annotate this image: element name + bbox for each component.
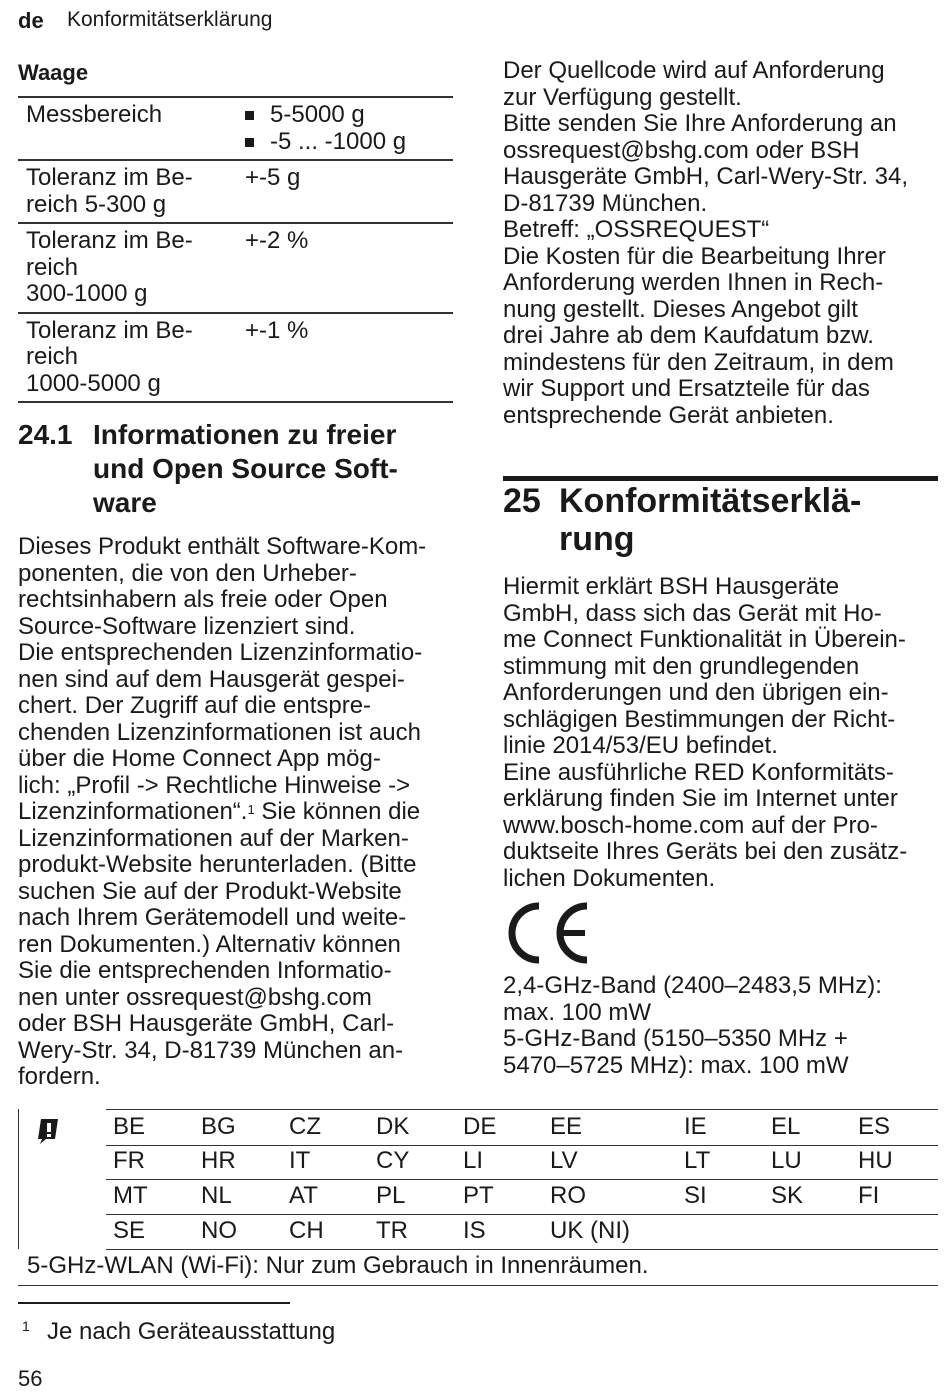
bullet-icon xyxy=(245,138,254,147)
country-cell: IE xyxy=(684,1113,707,1140)
country-cell: LT xyxy=(684,1147,711,1174)
table-row xyxy=(18,313,453,403)
frequency-bands: 2,4-GHz-Band (2400–2483,5 MHz): max. 100 mW 5-GHz-Band (5150–5350 MHz + 5470–5725 MHz): max. 100 mW xyxy=(503,972,882,1079)
country-cell: FR xyxy=(113,1147,145,1174)
country-cell: EL xyxy=(771,1113,801,1140)
country-cell: NO xyxy=(201,1217,237,1244)
list-item: 5-5000 g xyxy=(245,102,447,129)
oss-info-paragraph: Dieses Produkt enthält Software-Kom- ponenten, die von den Urheber- rechtsinhabern als freie oder Open Source-Software lizenziert sind. Die entsprechenden Lizenzinformatio- nen sind auf dem Hausgerät gespei- chert. Der Zugriff auf die entspre- chenden Lizenzinformationen ist auch über die Home Connect App mög- lich: „Profil -> Rechtliche Hinweise -> Lizenzinformationen“.$^1$ Sie können die Lizenzinformationen auf der Marken- produkt-Website herunterladen. (Bitte suchen Sie auf der Produkt-Website nach Ihrem Gerätemodell und weite- ren Dokumenten.) Alternativ können Sie die entsprechenden Informatio- nen unter ossrequest@bshg.com oder BSH Hausgeräte GmbH, Carl- Wery-Str. 34, D-81739 München an- fordern. xyxy=(18,533,427,1090)
bullet-icon xyxy=(245,111,254,120)
country-cell: RO xyxy=(550,1182,586,1209)
country-cell: HR xyxy=(201,1147,236,1174)
country-cell: MT xyxy=(113,1182,148,1209)
spec-value: +-1 % xyxy=(245,316,309,344)
spec-value: +-2 % xyxy=(245,227,309,254)
table-row xyxy=(18,1109,938,1144)
spec-value: +-5 g xyxy=(245,164,301,191)
country-cell: PL xyxy=(376,1182,406,1209)
country-cell: LU xyxy=(771,1147,802,1174)
country-cell: LV xyxy=(550,1147,578,1174)
scale-spec-table xyxy=(18,96,453,403)
wifi-indoor-note: 5-GHz-WLAN (Wi-Fi): Nur zum Gebrauch in Innenräumen. xyxy=(18,1249,938,1286)
spec-value xyxy=(237,97,453,160)
page-number: 56 xyxy=(18,1366,43,1391)
country-cell: UK (NI) xyxy=(550,1217,630,1244)
country-cell: FI xyxy=(858,1182,880,1209)
country-cell: SK xyxy=(771,1182,804,1209)
footnote-number: 1 xyxy=(22,1318,30,1334)
country-cell: SI xyxy=(684,1182,707,1209)
country-cell: CH xyxy=(289,1217,324,1244)
header-language: de xyxy=(18,8,44,33)
section-25-heading xyxy=(503,482,938,558)
list-item: -5 ... -1000 g xyxy=(245,129,447,156)
spec-label: Toleranz im Be- reich 1000-5000 g xyxy=(26,316,193,397)
section-number: 24.1 xyxy=(18,419,73,450)
country-cell: ES xyxy=(858,1113,891,1140)
section-24-1-heading xyxy=(18,418,448,520)
footnote-reference: 1 xyxy=(247,802,255,817)
country-table xyxy=(18,1109,938,1279)
country-cell: IS xyxy=(463,1217,486,1244)
ce-mark-icon xyxy=(503,898,593,968)
section-title: Informationen zu freier und Open Source Soft- ware xyxy=(93,419,398,518)
section-title: Konformitätserklä- rung xyxy=(559,482,862,558)
table-row xyxy=(18,1144,938,1179)
country-cell: IT xyxy=(289,1147,311,1174)
conformity-paragraph: Hiermit erklärt BSH Hausgeräte GmbH, dass sich das Gerät mit Ho- me Connect Funktionalität in Überein- stimmung mit den grundlegenden Anforderungen und den übrigen ein- schlägigen Bestimmungen der Richt- linie 2014/53/EU befindet. Eine ausführliche RED Konformitäts- erklärung finden Sie im Internet unter www.bosch-home.com auf der Pro- duktseite Ihres Geräts bei den zusätz- lichen Dokumenten. xyxy=(503,573,908,892)
country-cell: DE xyxy=(463,1113,497,1140)
section-divider xyxy=(503,476,938,481)
country-cell: NL xyxy=(201,1182,232,1209)
country-cell: TR xyxy=(376,1217,408,1244)
country-cell: AT xyxy=(289,1182,318,1209)
country-cell: CY xyxy=(376,1147,410,1174)
footnote-divider xyxy=(18,1302,290,1304)
country-cell: DK xyxy=(376,1113,410,1140)
country-cell: LI xyxy=(463,1147,484,1174)
source-code-paragraph: Der Quellcode wird auf Anforderung zur Verfügung gestellt. Bitte senden Sie Ihre Anforderung an ossrequest@bshg.com oder BSH Hausgeräte GmbH, Carl-Wery-Str. 34, D-81739 München. Betreff: „OSSREQUEST“ Die Kosten für die Bearbeitung Ihrer Anforderung werden Ihnen in Rech- nung gestellt. Dieses Angebot gilt drei Jahre ab dem Kaufdatum bzw. mindestens für den Zeitraum, in dem wir Support und Ersatzteile für das entsprechende Gerät anbieten. xyxy=(503,57,909,429)
footnote-text: Je nach Geräteausstattung xyxy=(47,1318,336,1345)
spec-label: Messbereich xyxy=(26,101,163,128)
table-row xyxy=(18,1179,938,1214)
table-row xyxy=(18,160,453,223)
section-number: 25 xyxy=(503,482,541,520)
header-title: Konformitätserklärung xyxy=(67,8,273,31)
spec-label: Toleranz im Be- reich 300-1000 g xyxy=(26,227,193,307)
country-cell: BG xyxy=(201,1113,236,1140)
spec-label: Toleranz im Be- reich 5-300 g xyxy=(26,164,193,218)
country-cell: SE xyxy=(113,1217,146,1244)
table-row xyxy=(18,1214,938,1249)
country-cell: HU xyxy=(858,1147,893,1174)
country-cell: BE xyxy=(113,1113,146,1140)
country-cell: EE xyxy=(550,1113,583,1140)
table-row xyxy=(18,97,453,160)
table-row xyxy=(18,223,453,313)
country-cell: CZ xyxy=(289,1113,321,1140)
scale-section-title: Waage xyxy=(18,60,89,85)
country-cell: PT xyxy=(463,1182,494,1209)
